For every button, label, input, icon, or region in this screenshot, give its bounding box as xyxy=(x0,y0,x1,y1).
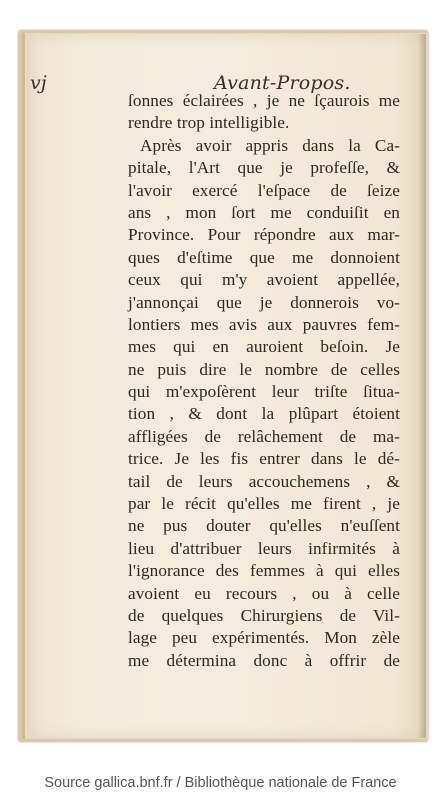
text-line: me détermina donc à offrir de xyxy=(128,650,400,670)
text-line: qui m'expoſèrent leur triſte ſitua- xyxy=(128,382,400,402)
text-line: trice. Je les fis entrer dans le dé- xyxy=(128,449,400,469)
text-line: par le récit qu'elles me firent , je xyxy=(128,494,400,514)
text-line: ſonnes éclairées , je ne ſçaurois me xyxy=(128,91,400,110)
text-line: lieu d'attribuer leurs infirmités à xyxy=(128,538,400,558)
source-attribution: Source gallica.bnf.fr / Bibliothèque nationale de France xyxy=(44,775,397,791)
page-folio: vj xyxy=(30,72,47,94)
text-line: ceux qui m'y avoient appellée, xyxy=(128,270,400,290)
text-line: l'avoir exercé l'eſpace de ſeize xyxy=(128,180,400,200)
text-line: j'annonçai que je donnerois vo- xyxy=(128,292,400,312)
text-line: pitale, l'Art que je profeſſe, & xyxy=(128,158,400,178)
text-line: lontiers mes avis aux pauvres fem- xyxy=(128,314,400,334)
running-title: Avant-Propos. xyxy=(214,72,351,94)
text-line: lage peu expérimentés. Mon zèle xyxy=(128,628,400,648)
source-footer xyxy=(0,768,441,798)
text-line: avoient eu recours , ou à celle xyxy=(128,583,400,603)
text-line: de quelques Chirurgiens de Vil- xyxy=(128,605,400,625)
text-line: rendre trop intelligible. xyxy=(128,113,290,133)
text-line: Après avoir appris dans la Ca- xyxy=(140,135,400,155)
text-line: tion , & dont la plûpart étoient xyxy=(128,404,400,424)
text-line: ne puis dire le nombre de celles xyxy=(128,359,400,379)
text-line: mes qui en auroient beſoin. Je xyxy=(128,337,400,357)
text-line: l'ignorance des femmes à qui elles xyxy=(128,561,400,581)
body-text xyxy=(128,90,400,672)
text-line: ans , mon ſort me conduiſit en xyxy=(128,202,400,222)
page-gutter-shadow xyxy=(418,34,426,738)
text-line: ques d'eſtime que me donnoient xyxy=(128,247,400,267)
text-line: affligées de relâchement de ma- xyxy=(128,426,400,446)
text-line: ne pus douter qu'elles n'euſſent xyxy=(128,516,400,536)
text-line: tail de leurs accouchemens , & xyxy=(128,471,400,491)
text-line: Province. Pour répondre aux mar- xyxy=(128,225,400,245)
